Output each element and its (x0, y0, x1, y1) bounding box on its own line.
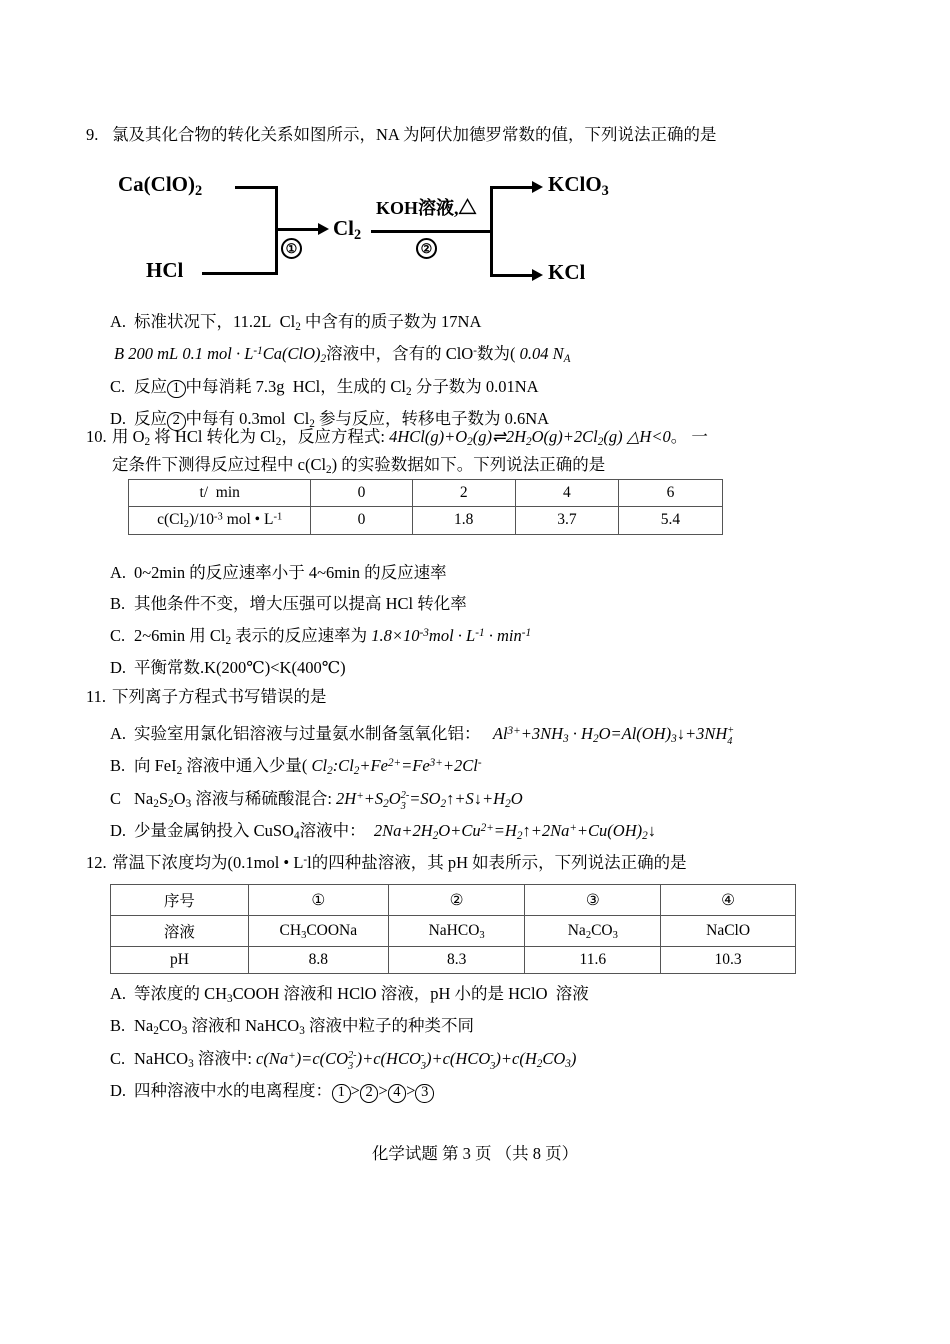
table-row (111, 885, 796, 916)
option-label: B. (110, 1016, 126, 1036)
diagram-arrow-3-head (532, 269, 543, 281)
question-9-option-a: A. 标准状况下，11.2L $Cl_2$ 中含有的质子数为 17NA (110, 306, 910, 338)
question-10-option-b: B. 其他条件不变，增大压强可以提高 HCl 转化率 (110, 588, 940, 619)
option-label: D. (110, 409, 127, 429)
table-header-solution: 溶液 (111, 916, 249, 947)
table-header-index: 序号 (111, 885, 249, 916)
question-10-stem-line-2: 定条件下测得反应过程中 $c(Cl_2)$ 的实验数据如下。下列说法正确的是 (112, 454, 606, 476)
diagram-bracket-right (490, 186, 493, 277)
option-label: C (110, 788, 122, 808)
question-11-option-b: B. 向 FeI$_2$ 溶液中通入少量( $Cl_2:Cl_2+Fe^{2+}=Fe^{3+}+2Cl^-$ (110, 750, 950, 782)
diagram-reactant-calcium-hypochlorite: $Ca(ClO)_2$ (118, 172, 203, 199)
ph-salt-solution-table (110, 884, 796, 974)
diagram-arrow-1-line (275, 228, 319, 231)
chlorine-conversion-diagram (118, 168, 638, 300)
question-9-options (110, 306, 910, 436)
question-11-number: 11. (86, 687, 107, 706)
question-10-stem-line-1: 10. 用 $O_2$ 将 HCl 转化为 $Cl_2$，反应方程式: $4HCl(g)+O_2(g)\rightleftharpoons 2H_2O(g)+2Cl_2(g)$ △H<0。 一 (86, 424, 916, 452)
concentration-time-table (128, 479, 723, 535)
table-cell: 11.6 (525, 947, 661, 974)
question-9 (86, 122, 886, 148)
option-label: C. (110, 1048, 126, 1068)
table-cell: NaClO (661, 916, 796, 947)
question-9-stem (86, 122, 886, 148)
question-11-stem (86, 684, 916, 710)
option-label: D. (110, 821, 127, 841)
table-row (129, 507, 723, 535)
table-header-concentration: $c(Cl_2)/10^{-3}$ mol • $L^{-1}$ (129, 507, 311, 535)
question-12-number: 12. (86, 853, 107, 872)
question-11 (86, 684, 916, 710)
table-cell: ④ (661, 885, 796, 916)
option-label: C. (110, 625, 126, 645)
question-10 (86, 424, 916, 479)
table-header-ph: pH (111, 947, 249, 974)
table-cell: 6 (618, 480, 722, 507)
diagram-product-potassium-chloride: KCl (548, 260, 586, 284)
option-label: B. (110, 594, 126, 614)
question-11-option-a: A. 实验室用氯化铝溶液与过量氨水制备氢氧化铝： $Al^{3+}+3NH_3$ · $H_2O=Al(OH)_3↓+3NH+$ 4 (110, 718, 950, 750)
diagram-line-bottom-in (202, 272, 278, 275)
diagram-reactant-hydrochloric-acid: HCl (146, 258, 184, 282)
diagram-condition-line (371, 230, 492, 233)
diagram-product-potassium-chlorate: KClO$_3$ (548, 172, 609, 199)
option-label: A. (110, 984, 127, 1003)
question-9-option-c: C. 反应 1 中每消耗 7.3g HCl，生成的 $Cl_2$ 分子数为 0.01NA (110, 371, 910, 403)
question-9-number: 9. (86, 125, 99, 144)
question-11-stem-text: 下列离子方程式书写错误的是 (112, 687, 327, 706)
table-cell: 8.8 (248, 947, 388, 974)
diagram-arrow-3-line (490, 274, 534, 277)
question-10-option-a: A. 0~2min 的反应速率小于 4~6min 的反应速率 (110, 557, 940, 588)
question-12-stem: 12. 常温下浓度均为(0.1mol • L-l的四种盐溶液，其 pH 如表所示，下列说法正确的是 (86, 850, 916, 876)
table-cell: 10.3 (661, 947, 796, 974)
diagram-step-2-label: ② (416, 238, 437, 259)
question-11-option-c: C $Na_2S_2O_3$ 溶液与稀硫酸混合: $2H^++S_2O2-$ $3 =SO_2↑+S↓+H_2O$ (110, 783, 950, 815)
table-cell: 0 (311, 507, 412, 535)
option-label: D. (110, 658, 127, 678)
page-footer: 化学试题 第 3 页 （共 8 页） (371, 1144, 579, 1163)
table-cell: 0 (311, 480, 412, 507)
table-cell: 3.7 (515, 507, 618, 535)
table-cell: ① (248, 885, 388, 916)
question-10-options (110, 557, 940, 683)
diagram-step-1-label: ① (281, 238, 302, 259)
question-9-option-d: D. 反应 2 中每有 0.3mol $Cl_2$ 参与反应，转移电子数为 0.6NA (110, 403, 910, 435)
diagram-condition-label: KOH溶液,△ (376, 198, 477, 218)
question-11-options (110, 718, 950, 848)
question-12-option-d: D. 四种溶液中水的电离程度： 1 > 2 > 4 > 3 (110, 1075, 950, 1106)
question-12-option-c: C. NaHCO$_3$ 溶液中: c(Na+)=c(CO2- 3 )+c(HCO- 3)+c(HCO- $3)+c(H_2CO_3)$ (110, 1043, 950, 1075)
diagram-arrow-2-line (490, 186, 534, 189)
diagram-arrow-2-head (532, 181, 543, 193)
table-cell: $Na_2CO_3$ (525, 916, 661, 947)
question-10-number: 10. (86, 427, 107, 446)
option-label: A. (110, 312, 127, 331)
table-cell: 4 (515, 480, 618, 507)
question-10-option-d: D. 平衡常数.K(200℃)<K(400℃) (110, 652, 940, 683)
table-cell: $CH_3COONa$ (248, 916, 388, 947)
question-12-options (110, 978, 950, 1107)
option-label: A. (110, 724, 127, 743)
table-row (129, 480, 723, 507)
question-9-stem-text: 氯及其化合物的转化关系如图所示，NA 为阿伏加德罗常数的值，下列说法正确的是 (112, 125, 717, 144)
diagram-arrow-1-head (318, 223, 329, 235)
table-cell: NaHCO$_3$ (388, 916, 525, 947)
diagram-intermediate-chlorine: $Cl_2$ (333, 216, 362, 243)
table-header-time: t/ min (129, 480, 311, 507)
table-cell: 5.4 (618, 507, 722, 535)
table-cell: ② (388, 885, 525, 916)
table-row (111, 916, 796, 947)
option-label: C. (110, 376, 126, 396)
question-9-option-b: B 200 mL 0.1 mol · $L^{-1}Ca(ClO)_2$溶液中，含有的 ClO-数为( 0.04 $N_A$ (114, 344, 571, 366)
option-label: B. (110, 756, 126, 776)
question-12-option-b: B. $Na_2CO_3$ 溶液和 NaHCO$_3$ 溶液中粒子的种类不同 (110, 1010, 950, 1042)
table-cell: 8.3 (388, 947, 525, 974)
table-cell: ③ (525, 885, 661, 916)
table-cell: 1.8 (412, 507, 515, 535)
question-12-option-a: A. 等浓度的 $CH_3COOH$ 溶液和 HClO 溶液，pH 小的是 HClO 溶液 (110, 978, 950, 1010)
question-11-option-d: D. 少量金属钠投入 CuSO$_4$溶液中： $2Na+2H_2O+Cu^{2+}=H_2↑+2Na^++Cu(OH)_2↓$ (110, 815, 950, 847)
question-10-option-c: C. 2~6min 用 $Cl_2$ 表示的反应速率为 $1.8\times 10^{-3}mol \cdot L^{-1} \cdot \min^{-1}$ (110, 620, 940, 652)
option-label: D. (110, 1081, 127, 1101)
option-label: A. (110, 563, 127, 582)
question-12 (86, 850, 916, 876)
table-cell: 2 (412, 480, 515, 507)
table-row (111, 947, 796, 974)
diagram-line-top-in (235, 186, 278, 189)
